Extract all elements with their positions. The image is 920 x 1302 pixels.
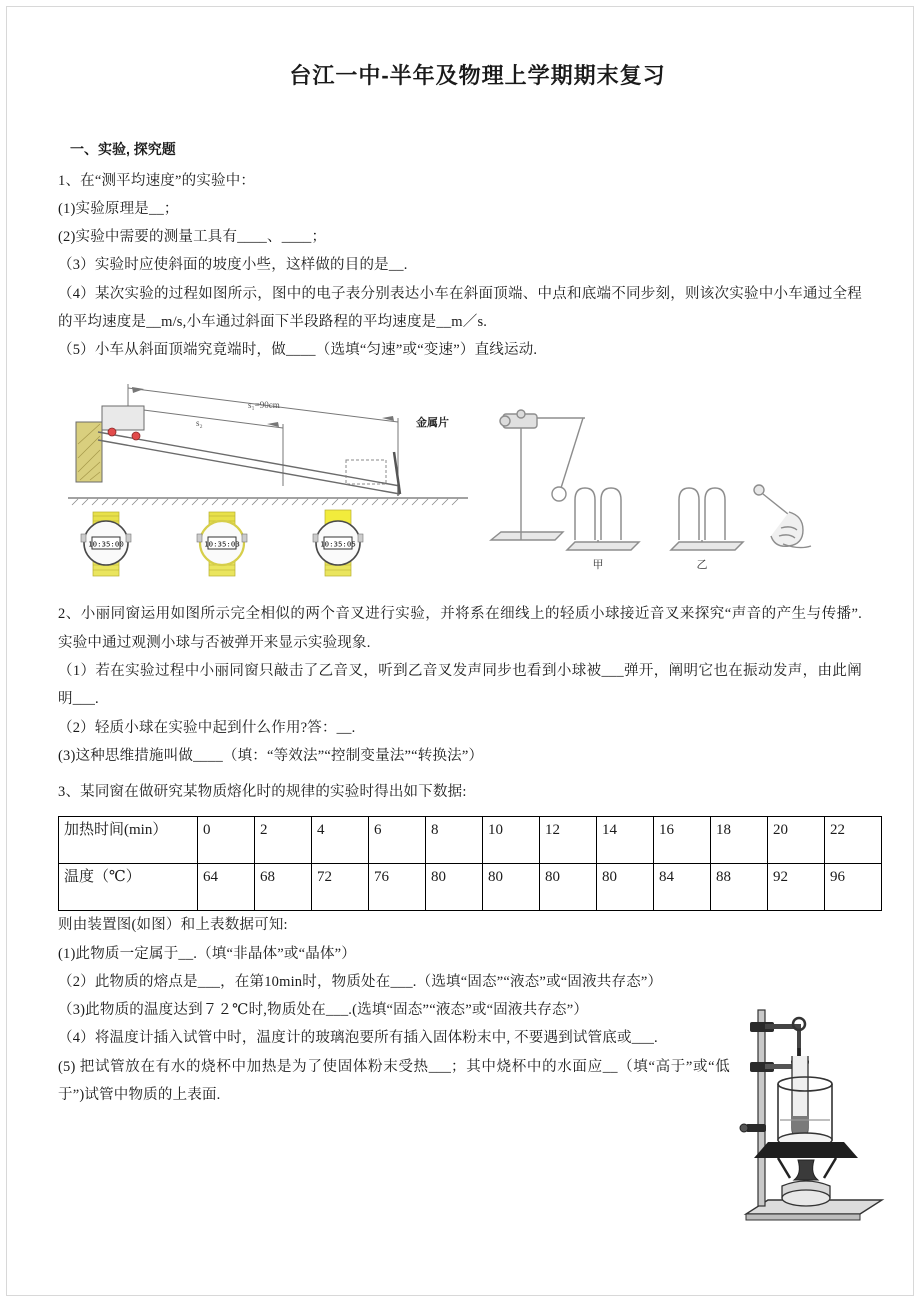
question-2-item-3: (3)这种思维措施叫做____（填：“等效法”“控制变量法”“转换法”） xyxy=(58,747,484,764)
label-metal-plate: 金属片 xyxy=(416,417,449,430)
cell-time-9: 18 xyxy=(711,817,768,864)
question-3-item-1: (1)此物质一定属于__.（填“非晶体”或“晶体”） xyxy=(58,945,356,962)
cell-temp-4: 80 xyxy=(426,864,483,911)
cell-temp-0: 64 xyxy=(198,864,255,911)
question-3-item-3: （3)此物质的温度达到７２℃时,物质处在___.(选填“固态”“液态”或“固液共存态”） xyxy=(58,1002,589,1019)
label-fork-jia: 甲 xyxy=(592,559,604,572)
cell-temp-5: 80 xyxy=(483,864,540,911)
stopwatch-2-time: 10:35:03 xyxy=(204,539,240,549)
cell-time-0: 0 xyxy=(198,817,255,864)
question-3-item-4: （4）将温度计插入试管中时，温度计的玻璃泡要所有插入固体粉末中, 不要遇到试管底或___. xyxy=(58,1030,658,1047)
figure-row-experiment-1 xyxy=(58,374,862,592)
tuning-fork-figure xyxy=(463,392,863,577)
label-s2: s₂ xyxy=(196,418,203,429)
table-row-time xyxy=(59,817,882,864)
tuning-fork-jia xyxy=(567,488,639,550)
inclined-plane-figure xyxy=(68,374,468,584)
cell-temp-8: 84 xyxy=(654,864,711,911)
cell-time-8: 16 xyxy=(654,817,711,864)
cell-time-7: 14 xyxy=(597,817,654,864)
stopwatch-1 xyxy=(81,512,131,576)
cell-time-3: 6 xyxy=(369,817,426,864)
tuning-fork-yi xyxy=(671,488,743,550)
question-1-item-2: (2)实验中需要的测量工具有____、____； xyxy=(58,229,327,246)
section-heading: 一、实验, 探究题 xyxy=(70,140,176,157)
cell-temp-9: 88 xyxy=(711,864,768,911)
question-1-item-4: （4）某次实验的过程如图所示，图中的电子表分别表达小车在斜面顶端、中点和底端不同步刻，则该次实验中小车通过全程的平均速度是__m/s,小车通过斜面下半段路程的平均速度是__m／s. xyxy=(58,285,862,330)
cell-time-11: 22 xyxy=(825,817,882,864)
stopwatch-1-time: 10:35:00 xyxy=(88,539,124,549)
cell-temp-6: 80 xyxy=(540,864,597,911)
question-3-tail xyxy=(58,911,862,1109)
stopwatch-3-time: 10:35:05 xyxy=(320,539,356,549)
cell-time-1: 2 xyxy=(255,817,312,864)
cell-time-5: 10 xyxy=(483,817,540,864)
cell-time-10: 20 xyxy=(768,817,825,864)
cell-time-2: 4 xyxy=(312,817,369,864)
question-3-lead-in: 则由装置图(如图）和上表数据可知: xyxy=(58,917,288,934)
cell-time-4: 8 xyxy=(426,817,483,864)
cell-temp-10: 92 xyxy=(768,864,825,911)
cell-temp-11: 96 xyxy=(825,864,882,911)
question-3-item-5: (5) 把试管放在有水的烧杯中加热是为了使固体粉末受热___；其中烧杯中的水面应__（填“高于”或“低于”)试管中物质的上表面. xyxy=(58,1058,730,1103)
question-3-stem: 3、某同窗在做研究某物质熔化时的规律的实验时得出如下数据: xyxy=(58,784,467,801)
question-1-item-3: （3）实验时应使斜面的坡度小些，这样做的目的是__. xyxy=(58,257,408,274)
question-1-item-5: （5）小车从斜面顶端究竟端时，做____（选填“匀速”或“变速”）直线运动. xyxy=(58,342,538,359)
row-header-temperature: 温度（℃） xyxy=(59,864,198,911)
label-fork-yi: 乙 xyxy=(696,559,708,572)
hand-with-mallet-icon xyxy=(754,485,811,548)
cell-temp-1: 68 xyxy=(255,864,312,911)
question-1-stem: 1、在“测平均速度”的实验中： xyxy=(58,172,256,189)
cell-temp-2: 72 xyxy=(312,864,369,911)
label-s1: s₁=90cm xyxy=(248,400,280,411)
question-2-stem: 2、小丽同窗运用如图所示完全相似的两个音叉进行实验，并将系在细线上的轻质小球接近音叉来探究“声音的产生与传播”. 实验中通过观测小球与否被弹开来显示实验现象. xyxy=(58,606,862,651)
question-2-item-1: （1）若在实验过程中小丽同窗只敲击了乙音叉，听到乙音叉发声同步也看到小球被___弹开，阐明它也在振动发声，由此阐明___. xyxy=(58,662,862,708)
stopwatch-3 xyxy=(313,510,363,576)
page-title: 台江一中-半年及物理上学期期末复习 xyxy=(289,63,666,88)
cell-time-6: 12 xyxy=(540,817,597,864)
row-header-heating-time: 加热时间(min） xyxy=(59,817,198,864)
question-1-block xyxy=(58,167,862,365)
table-row-temperature xyxy=(59,864,882,911)
question-2-block xyxy=(58,600,862,770)
question-3-item-2: （2）此物质的熔点是___，在第10min时，物质处在___.（选填“固态”“液态”或“固液共存态”） xyxy=(58,973,663,990)
melting-data-table xyxy=(58,816,882,911)
stopwatch-2 xyxy=(197,512,247,576)
cell-temp-3: 76 xyxy=(369,864,426,911)
question-2-item-2: （2）轻质小球在实验中起到什么作用?答：__. xyxy=(58,719,356,736)
question-1-item-1: (1)实验原理是__； xyxy=(58,200,179,217)
cell-temp-7: 80 xyxy=(597,864,654,911)
question-3-block xyxy=(58,778,862,1109)
